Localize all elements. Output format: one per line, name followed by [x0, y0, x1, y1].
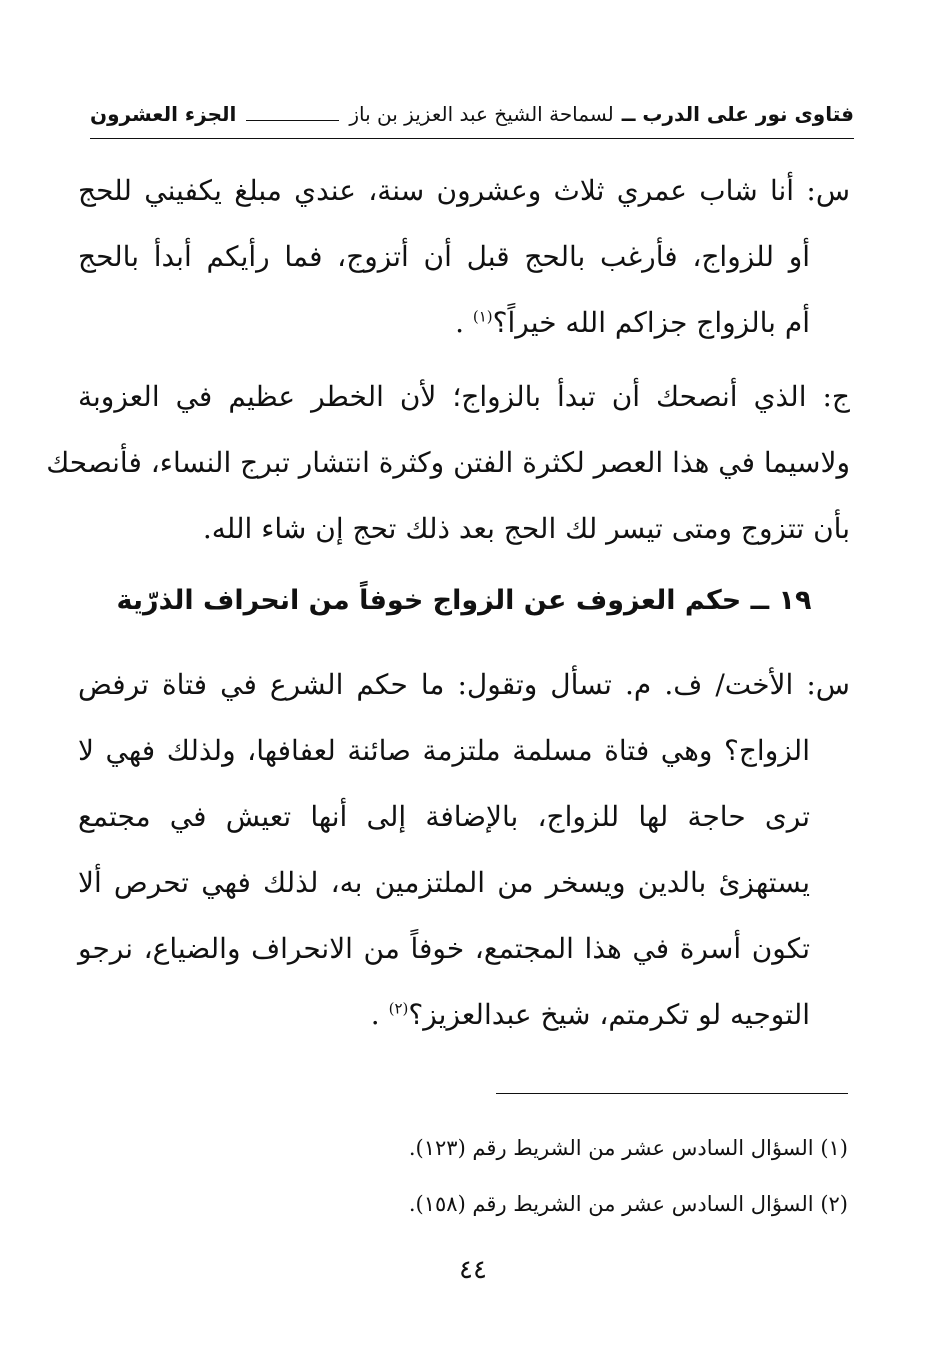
question-1-line-3 [78, 290, 850, 356]
question-2-line-3: ترى حاجة لها للزواج، بالإضافة إلى أنها تعيش في مجتمع [78, 800, 810, 833]
book-title: فتاوى نور على الدرب ــ [621, 102, 854, 126]
footnote-separator [496, 1093, 848, 1094]
question-1-end: . [455, 306, 464, 339]
author-name: لسماحة الشيخ عبد العزيز بن باز [349, 102, 614, 126]
answer-1 [46, 364, 850, 562]
question-2-line-1: س: الأخت/ ف. م. تسأل وتقول: ما حكم الشرع في فتاة ترفض [78, 668, 850, 701]
question-2-line-2: الزواج؟ وهي فتاة مسلمة ملتزمة صائنة لعفافها، ولذلك فهي لا [78, 734, 810, 767]
question-2-end: . [370, 998, 380, 1031]
question-1-line-1: س: أنا شاب عمري ثلاث وعشرون سنة، عندي مبلغ يكفيني للحج [78, 174, 850, 207]
question-2-line-4: يستهزئ بالدين ويسخر من الملتزمين به، لذلك فهي تحرص ألا [78, 866, 810, 899]
footnotes [300, 1120, 848, 1232]
answer-1-line-3: بأن تتزوج ومتى تيسر لك الحج بعد ذلك تحج إن شاء الله. [202, 512, 850, 545]
footnote-1: (١) السؤال السادس عشر من الشريط رقم (١٢٣). [408, 1136, 848, 1160]
header-rule [90, 138, 854, 139]
page-number: ٤٤ [459, 1255, 487, 1285]
header-dash-rule [246, 120, 339, 121]
running-header [90, 96, 854, 132]
answer-1-line-1: ج: الذي أنصحك أن تبدأ بالزواج؛ لأن الخطر عظيم في العزوبة [78, 380, 850, 413]
question-2-line-6-text: التوجيه لو تكرمتم، شيخ عبدالعزيز؟ [408, 998, 810, 1031]
footnote-2: (٢) السؤال السادس عشر من الشريط رقم (١٥٨). [408, 1192, 848, 1216]
answer-1-line-2: ولاسيما في هذا العصر لكثرة الفتن وكثرة انتشار تبرج النساء، فأنصحك [46, 446, 850, 479]
section-heading: ١٩ ــ حكم العزوف عن الزواج خوفاً من انحراف الذرّية [116, 585, 812, 616]
question-2 [78, 652, 850, 1048]
question-1 [78, 158, 850, 356]
question-1-line-2: أو للزواج، فأرغب بالحج قبل أن أتزوج، فما رأيكم أبدأ بالحج [78, 240, 810, 273]
question-2-line-6 [78, 982, 850, 1048]
footnote-ref-1[interactable]: (١) [472, 307, 493, 326]
question-1-line-3-text: أم بالزواج جزاكم الله خيراً؟ [492, 306, 810, 339]
part-label: الجزء العشرون [90, 102, 237, 126]
question-2-line-5: تكون أسرة في هذا المجتمع، خوفاً من الانحراف والضياع، نرجو [78, 932, 810, 965]
footnote-ref-2[interactable]: (٢) [388, 999, 409, 1018]
